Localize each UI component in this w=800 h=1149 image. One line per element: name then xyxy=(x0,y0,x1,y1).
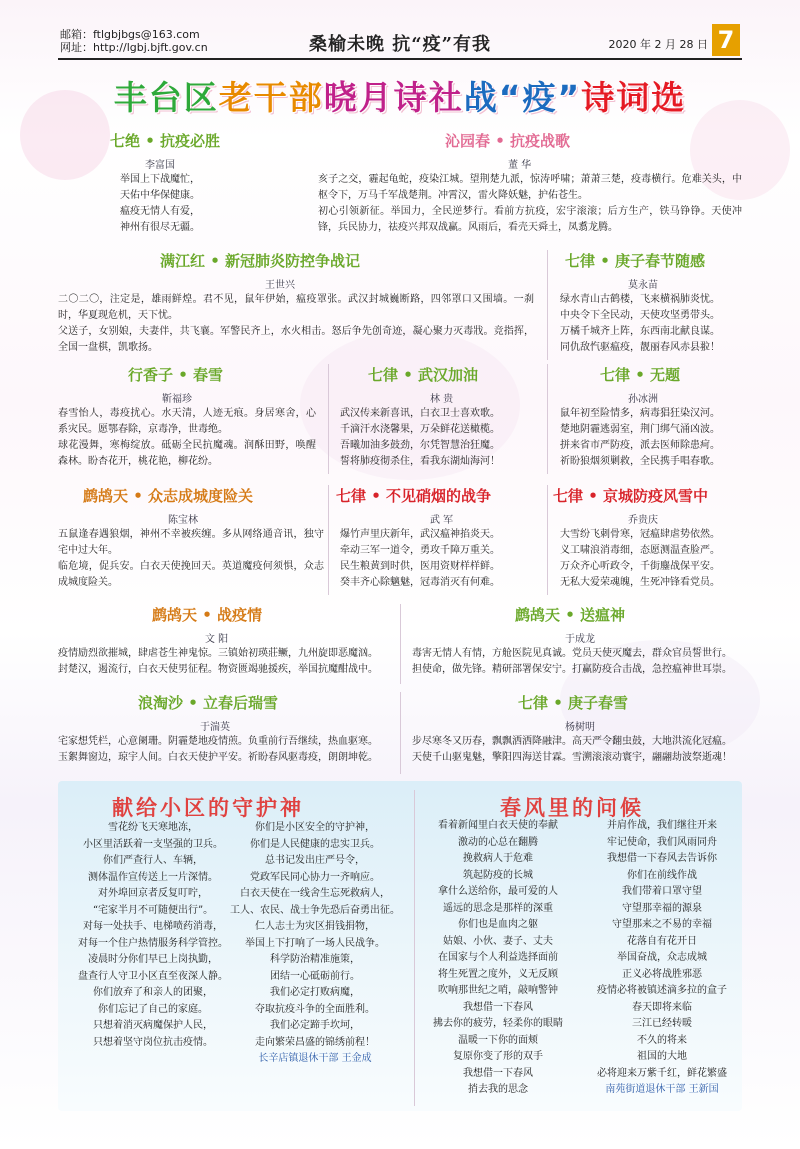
banner-part-4: 战“疫” xyxy=(463,78,582,117)
column-divider xyxy=(547,250,548,360)
poem-line: 义工啸浪消毒细，态愿测温查脸严。 xyxy=(560,545,720,556)
poem-paragraph: 疫情励烈欲摧城，肆虐苍生神鬼惊。三镇始初瑛莊鳜，九州旋即恶魔汹。 xyxy=(58,648,378,659)
poem-line: 正义必将战胜邪恶 xyxy=(622,968,702,980)
poem-line: 走向繁荣昌盛的锦绣前程！ xyxy=(255,1036,375,1048)
poem-line: “宅家半月不可随便出行”。 xyxy=(92,904,214,916)
poem-author: 文 阳 xyxy=(205,634,229,645)
poem-line: 只想着消灭病魔保护人民， xyxy=(93,1020,213,1031)
poem-line: 举国上下打响了一场人民战争。 xyxy=(245,937,385,949)
poem-line: 复原你变了形的双手 xyxy=(453,1051,543,1062)
poem-line: 捎去我的思念 xyxy=(468,1084,528,1095)
poem-line: 爆竹声里庆新年，武汉瘟神掐炎天。 xyxy=(340,529,500,540)
modern-poem-left-col2 xyxy=(222,820,408,1068)
poem-line: 仁人志士为灾区捐钱捐物， xyxy=(255,921,375,932)
poem-title: 鹧鸪天 • 众志成城度险关 xyxy=(83,487,254,505)
poem-paragraph: 玉絮舞窗边，琼宇人间。白衣天使护平安。祈盼春风驱毒疫，朗朗坤乾。 xyxy=(58,752,378,763)
poem-line: 白衣天使在一线舍生忘死救病人， xyxy=(240,888,390,899)
poem-body xyxy=(340,527,500,591)
poem-line: 吹响那世纪之哨，敲响警钟 xyxy=(438,985,558,996)
poem-paragraph: 毒害无情人有情，方舱医院见真诚。党员天使灭魔去，群众官员誓世行。 xyxy=(412,648,732,659)
column-divider xyxy=(400,604,401,684)
masthead-email: 邮箱：ftlgbjbgs@163.com xyxy=(60,28,200,41)
column-divider xyxy=(400,692,401,774)
poem-line: 党政军民同心协力一齐响应。 xyxy=(250,871,380,883)
poem-line: 祖国的大地 xyxy=(637,1051,687,1062)
poem-title: 七律 • 庚子春雪 xyxy=(518,694,629,712)
poem-title: 七律 • 无题 xyxy=(600,366,681,384)
banner-part-2: 老干部 xyxy=(218,78,324,117)
poem-author: 杨树明 xyxy=(565,722,595,733)
poem-line: 牵动三军一道令，勇攻千障万重关。 xyxy=(340,545,500,556)
poem-line: 必将迎来万紫千红，鲜花繁盛 xyxy=(597,1067,727,1079)
poem-line: 测体温作宣传送上一片深情。 xyxy=(88,871,218,883)
poem-line: 挽救病人于危难 xyxy=(463,853,533,864)
poem-line: 誓将肺疫彻杀住，看我东湖灿海河！ xyxy=(340,456,500,467)
poem-line: 你们忘记了自己的家庭。 xyxy=(98,1003,208,1015)
poem-line: 三江已经转暖 xyxy=(632,1018,692,1029)
poem-title: 满江红 • 新冠肺炎防控争战记 xyxy=(160,252,361,270)
masthead xyxy=(0,0,800,62)
poem-line: 总书记发出庄严号令， xyxy=(265,855,365,866)
column-divider xyxy=(328,364,329,474)
poem-line: 楚地阴霾逃弱室，荆门绑气涌凶波。 xyxy=(560,424,720,435)
masthead-rule xyxy=(58,58,742,60)
poem-line: 科学防治精准施策， xyxy=(270,954,360,965)
poem-paragraph: 亥子之交，霾起龟蛇，疫染江城。望荆楚九派，惊涛呼啸；萧萧三楚，疫毒横行。危难关头，中枢令下，万马千军战楚荆。冲霄汉，雷火降妖魅，护佑苍生。 xyxy=(318,174,742,201)
poem-line: 并肩作战，我们继往开来 xyxy=(607,820,717,831)
column-divider xyxy=(547,364,548,474)
poem-body xyxy=(58,734,388,766)
poem-line: 祈盼狼烟须剿救，全民携手唱春歌。 xyxy=(560,456,720,467)
poem-line: 大雪纷飞刺骨寒，冠瘟肆虐势依然。 xyxy=(560,529,720,540)
poem-line: 拿什么送给你，最可爱的人 xyxy=(438,886,558,897)
poem-line: 将生死置之度外，义无反顾 xyxy=(438,968,558,980)
poem-line: 吾曦加油多鼓劲，尔凭智慧治狂魔。 xyxy=(340,440,500,451)
poem-signature: 长辛店镇退休干部 王金成 xyxy=(258,1053,372,1064)
poem-line: 你们严查行人、车辆， xyxy=(103,855,203,866)
masthead-website: 网址：http://lgbj.bjft.gov.cn xyxy=(60,41,208,54)
poem-paragraph: 初心引领新征。举国力，全民逆梦行。看前方抗疫，宏宇滚滚；后方生产，铁马铮铮。天使冲锋，兵民协力，祛疫兴邦双战赢。风雨后，看壳天舜土，凤翥龙腾。 xyxy=(318,206,742,233)
column-divider xyxy=(328,485,329,595)
poem-author: 莫永苗 xyxy=(628,280,658,291)
poem-body xyxy=(58,646,388,678)
poem-paragraph: 二〇二〇，注定是，雄雨鲜煌。君不见，鼠年伊始，瘟疫罩张。武汉封城巍断路，四邻罩口又围墙。一刹时，华夏现危机，天下忧。 xyxy=(58,294,534,321)
poem-author: 林 贵 xyxy=(430,394,454,405)
poem-title: 沁园春 • 抗疫战歌 xyxy=(445,132,571,150)
poem-line: 疫情必将被镇述滴多拉的盒子 xyxy=(597,985,727,996)
poem-line: 团结一心砥砺前行。 xyxy=(270,970,360,982)
poem-line: 你们是人民健康的忠实卫兵。 xyxy=(250,838,380,850)
poem-line: 夺取抗疫斗争的全面胜利。 xyxy=(255,1003,375,1015)
poem-line: 举国上下战魔忙， xyxy=(120,174,200,185)
poem-title: 行香子 • 春雪 xyxy=(128,366,224,384)
poem-line: 对每一个住户热情服务科学管控。 xyxy=(78,937,228,949)
poem-title: 七绝 • 抗疫必胜 xyxy=(110,132,221,150)
poem-author: 于湍英 xyxy=(200,722,230,733)
poem-line: 我们必定打败病魔， xyxy=(270,987,360,998)
poem-line: 武汉传来新喜讯，白衣卫士喜欢歌。 xyxy=(340,408,500,419)
poem-title: 七律 • 武汉加油 xyxy=(368,366,479,384)
poem-line: 万橘千城齐上阵，东西南北献良谋。 xyxy=(560,326,720,337)
poem-line: 我想借一下春风去告诉你 xyxy=(607,853,717,864)
poem-paragraph: 球花漫舞，寒梅绽放。砥砺全民抗魔魂。润酥田野，唤醒森林。盼杏花开，桃花艳，柳花纷。 xyxy=(58,440,316,467)
poem-line: 我们带着口罩守望 xyxy=(622,886,702,897)
masthead-title: 桑榆未晚 抗“疫”有我 xyxy=(309,34,491,55)
masthead-date: 2020 年 2 月 28 日 xyxy=(608,38,708,51)
page-number-badge: 7 xyxy=(712,24,740,56)
poem-line: 只想着坚守岗位抗击疫情。 xyxy=(93,1036,213,1048)
poem-line: 对每一处扶手、电梯喷药消毒， xyxy=(83,921,223,932)
poem-author: 董 华 xyxy=(508,160,532,171)
poem-line: 同仇敌忾驱瘟疫，靓丽春风赤县翋！ xyxy=(560,342,720,353)
poem-line: 拂去你的疲劳，轻柔你的眼睛 xyxy=(433,1018,563,1029)
poem-line: 你们在前线作战 xyxy=(627,869,697,881)
poem-body xyxy=(58,292,534,356)
poem-author: 王世兴 xyxy=(265,280,295,291)
poem-title: 七律 • 不见硝烟的战争 xyxy=(336,487,492,505)
poem-body xyxy=(58,406,316,470)
poem-line: 我想借一下春风 xyxy=(463,1001,533,1013)
poem-line: 激动的心总在翻腾 xyxy=(458,836,538,848)
poem-author: 孙冰洲 xyxy=(628,394,658,405)
poem-line: 拼来省市严防疫，派去医师除患疴。 xyxy=(560,440,720,451)
poem-line: 中央令下全民动，天使攻坚勇带头。 xyxy=(560,310,720,321)
poem-line: 神州有很尽无疆。 xyxy=(120,222,200,233)
modern-poem-right-col2 xyxy=(578,818,746,1099)
poem-line: 温暖一下你的面颊 xyxy=(458,1034,538,1046)
poem-body xyxy=(318,172,742,236)
poem-line: 盘查行人守卫小区直至夜深人静。 xyxy=(78,970,228,982)
poem-line: 在国家与个人利益选择面前 xyxy=(438,952,558,963)
poem-author: 武 军 xyxy=(430,515,454,526)
poem-author: 陈宝林 xyxy=(168,515,198,526)
poem-line: 你们也是血肉之躯 xyxy=(458,919,538,930)
poem-paragraph: 春雪怡人，毒疫扰心。水天清，人迹无痕。身居寒舍，心系灾民。愿鄂春除，京毒净，世毒绝。 xyxy=(58,408,316,435)
poem-line: 我想借一下春风 xyxy=(463,1067,533,1079)
poem-author: 李富国 xyxy=(145,160,175,171)
poem-line: 千滴汗水浇馨果，万朵鲜花送橄榄。 xyxy=(340,424,500,435)
poem-line: 民生粮黄到时供，医用资财样样鲜。 xyxy=(340,561,500,572)
poem-line: 万众齐心听政令，千街鏖战保平安。 xyxy=(560,561,720,572)
poem-line: 春天即将来临 xyxy=(632,1001,692,1013)
poem-title: 七律 • 京城防疫风雪中 xyxy=(553,487,709,505)
poem-line: 看着新闻里白衣天使的奉献 xyxy=(438,820,558,831)
poem-line: 姑娘、小伙、妻子、丈夫 xyxy=(443,935,553,947)
poem-title: 鹧鸪天 • 送瘟神 xyxy=(515,606,626,624)
poem-title: 鹧鸪天 • 战疫情 xyxy=(152,606,263,624)
poem-line: 守望那来之不易的幸福 xyxy=(612,919,712,930)
poem-line: 凌晨时分你们早已上岗执勤， xyxy=(88,954,218,965)
poem-paragraph: 父送子，女别娘，夫妻伴，共飞襄。军警民齐上，水火相击。怒后争先创奇迹，凝心聚力灭毒戕。竞指挥，全国一盘棋，凯歌扬。 xyxy=(58,326,534,353)
poem-paragraph: 宅家想凭栏，心意阑珊。阴霾楚地疫情煎。负重前行吾继续，热血驱寒。 xyxy=(58,736,378,747)
poem-line: 我们必定蹄手坎坷， xyxy=(270,1020,360,1031)
poem-body xyxy=(120,172,200,236)
banner-part-1: 丰台区 xyxy=(113,78,219,117)
poem-title: 浪淘沙 • 立春后瑞雪 xyxy=(138,694,279,712)
poem-line: 天佑中华保健康。 xyxy=(120,190,200,201)
poem-body xyxy=(340,406,500,470)
poem-line: 牢记使命，我们风雨同舟 xyxy=(607,836,717,848)
poem-line: 遥远的思念是那样的深重 xyxy=(443,902,553,914)
poem-line: 工人、农民、战士争先恐后奋勇出征。 xyxy=(230,904,400,916)
poem-title: 七律 • 庚子春节随感 xyxy=(565,252,706,270)
poem-author: 靳福珍 xyxy=(162,394,192,405)
poem-line: 瘟疫无情人有爱， xyxy=(120,206,200,217)
poem-line: 筑起防疫的长城 xyxy=(463,869,533,881)
poem-body xyxy=(412,646,742,678)
poem-line: 鼠年初至险情多，病毒猖狂染汉河。 xyxy=(560,408,720,419)
poem-line: 花落自有花开日 xyxy=(627,935,697,947)
poem-line: 雪花纷飞天寒地冻， xyxy=(108,822,198,833)
poem-line: 守望那幸福的源泉 xyxy=(622,902,702,914)
poem-body xyxy=(58,527,324,591)
poem-body xyxy=(560,292,720,356)
poem-paragraph: 临危境，促兵安。白衣天使挽回天。英道魔疫何须惧，众志成城度险关。 xyxy=(58,561,324,588)
poem-paragraph: 五鼠逢春遇狼烟，神州不幸被疾缠。多从网络通音讯，独守宅中过大年。 xyxy=(58,529,324,556)
banner-part-5: 诗词选 xyxy=(581,78,687,117)
banner-part-3: 晓月诗社 xyxy=(323,78,464,117)
poem-body xyxy=(560,527,720,591)
page-banner-title xyxy=(0,72,800,119)
modern-poem-left-col1 xyxy=(58,820,248,1051)
poem-body xyxy=(412,734,742,766)
modern-poem-right-col1 xyxy=(416,818,580,1099)
poem-line: 对外埠回京者反复叮咛， xyxy=(98,888,208,899)
poem-paragraph: 步尽寒冬又历春，飘飘洒洒降融津。高天严令翻虫鼓，大地洪流化冠瘟。 xyxy=(412,736,732,747)
column-divider xyxy=(547,485,548,595)
poem-line: 小区里活跃着一支坚强的卫兵。 xyxy=(83,838,223,850)
poem-author: 乔贵庆 xyxy=(628,515,658,526)
modern-poem-title: 献给小区的守护神 xyxy=(112,796,304,820)
poem-line: 不久的将来 xyxy=(637,1034,687,1046)
column-divider xyxy=(414,790,415,1106)
poem-paragraph: 担使命，做先锋。精研部署保安宁。打赢防疫合击战，急控瘟神世耳崇。 xyxy=(412,664,732,675)
poem-signature: 南苑街道退休干部 王新国 xyxy=(605,1084,719,1095)
poem-body xyxy=(560,406,720,470)
poem-line: 你们是小区安全的守护神， xyxy=(255,822,375,833)
modern-poem-title: 春风里的问候 xyxy=(500,796,644,820)
poem-paragraph: 天使千山驱鬼魅，擎阳四海送甘霖。雪溯滚滚动寰宇，翮翮劫波祭逝魂！ xyxy=(412,752,732,763)
poem-line: 无私大爱荣魂魄，生死冲锋看党员。 xyxy=(560,577,720,588)
poem-paragraph: 封楚汉，遏流行，白衣天使男征程。物资匮竭驰援疾，举国抗魔酣战中。 xyxy=(58,664,378,675)
poem-line: 举国奋战，众志成城 xyxy=(617,952,707,963)
poem-line: 你们放弃了和亲人的团聚， xyxy=(93,987,213,998)
poem-line: 癸丰齐心除魑魅，冠毒消灭有何难。 xyxy=(340,577,500,588)
poem-line: 绿水青山古鹤楼，飞来横祸肺炎忧。 xyxy=(560,294,720,305)
poem-author: 于成龙 xyxy=(565,634,595,645)
